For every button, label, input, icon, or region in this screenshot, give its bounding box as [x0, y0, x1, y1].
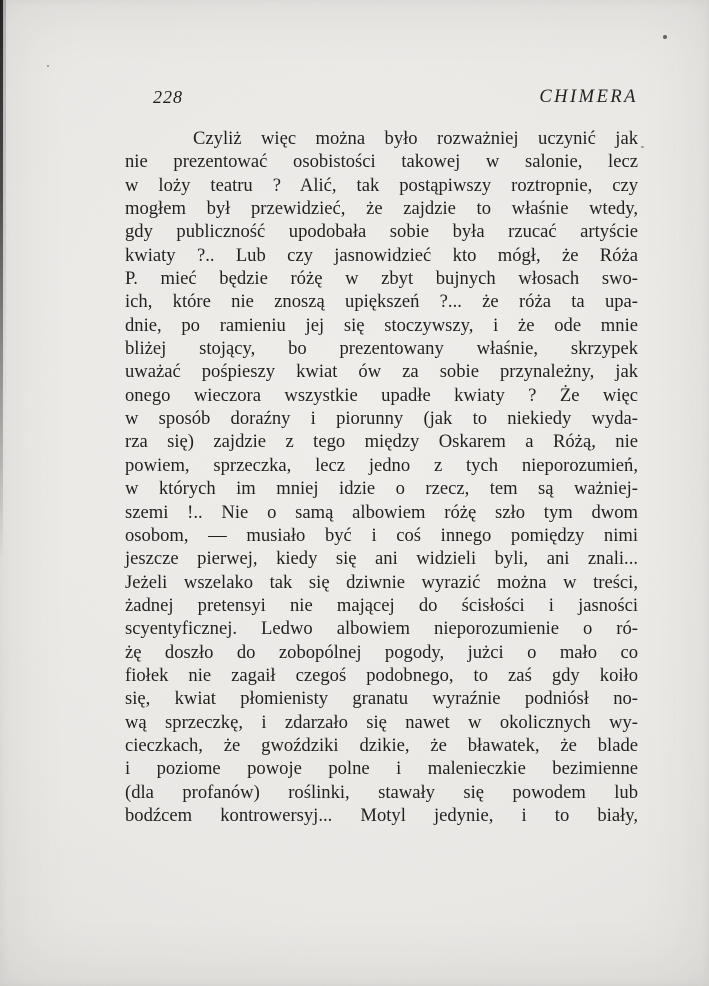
text-line: się, kwiat płomienisty granatu wyraźnie podniósł no- — [125, 688, 638, 710]
text-line: gdy publiczność upodobała sobie była rzucać artyście — [125, 221, 638, 243]
text-line: w których im mniej idzie o rzecz, tem są ważniej- — [125, 478, 638, 500]
text-line: scyentyficznej. Ledwo albowiem nieporozumienie o ró- — [125, 618, 638, 640]
page-header — [125, 87, 638, 111]
text-line: bodźcem kontrowersyj... Motyl jedynie, i to biały, — [125, 804, 638, 826]
scan-speck — [47, 65, 49, 67]
scan-edge-artifact-soft — [3, 0, 6, 420]
text-line: powiem, sprzeczka, lecz jedno z tych nieporozumień, — [125, 454, 638, 476]
text-line: wą sprzeczkę, i zdarzało się nawet w okolicznych wy- — [125, 711, 638, 733]
text-line: Czyliż więc można było rozważniej uczynić jak — [193, 128, 638, 149]
text-line: żadnej pretensyi nie mającej do ścisłości i jasności — [125, 594, 638, 616]
text-line: fiołek nie zagaił czegoś podobnego, to zaś gdy koiło — [125, 664, 638, 686]
page-text — [125, 127, 638, 827]
text-line: ich, które nie znoszą upiększeń ?... że róża ta upa- — [125, 291, 638, 313]
text-line: w loży teatru ? Alić, tak postąpiwszy roztropnie, czy — [125, 174, 638, 196]
text-line: uważać pośpieszy kwiat ów za sobie przynależny, jak — [125, 361, 638, 383]
page-number: 228 — [153, 87, 183, 107]
scan-speck — [641, 146, 644, 148]
text-line: dnie, po ramieniu jej się stoczywszy, i że ode mnie — [125, 314, 638, 336]
text-line: jeszcze pierwej, kiedy się ani widzieli byli, ani znali... — [125, 548, 638, 570]
text-line: w sposób doraźny i piorunny (jak to niekiedy wyda- — [125, 408, 638, 430]
text-line: Jeżeli wszelako tak się dziwnie wyrazić można w treści, — [125, 571, 638, 593]
text-line: kwiaty ?.. Lub czy jasnowidzieć kto mógł, że Róża — [125, 244, 638, 266]
text-line: (dla profanów) roślinki, stawały się powodem lub — [125, 781, 638, 803]
text-line: osobom, — musiało być i coś innego pomiędzy nimi — [125, 524, 638, 546]
text-line: żę doszło do zobopólnej pogody, jużci o mało co — [125, 641, 638, 663]
text-line: nie prezentować osobistości takowej w salonie, lecz — [125, 151, 638, 173]
text-line: i poziome powoje polne i malenieczkie bezimienne — [125, 758, 638, 780]
text-line: rza się) zajdzie z tego między Oskarem a Różą, nie — [125, 431, 638, 453]
text-line: szemi !.. Nie o samą albowiem różę szło tym dwom — [125, 501, 638, 523]
text-line: P. mieć będzie różę w zbyt bujnych włosach swo- — [125, 268, 638, 290]
text-line: cieczkach, że gwoździki dzikie, że bławatek, że blade — [125, 734, 638, 756]
journal-title: CHIMERA — [539, 87, 638, 107]
text-line: bliżej stojący, bo prezentowany właśnie, skrzypek — [125, 338, 638, 360]
text-line: onego wieczora wszystkie upadłe kwiaty ? Że więc — [125, 384, 638, 406]
scan-speck — [663, 35, 667, 39]
text-line: mogłem był przewidzieć, że zajdzie to właśnie wtedy, — [125, 198, 638, 220]
